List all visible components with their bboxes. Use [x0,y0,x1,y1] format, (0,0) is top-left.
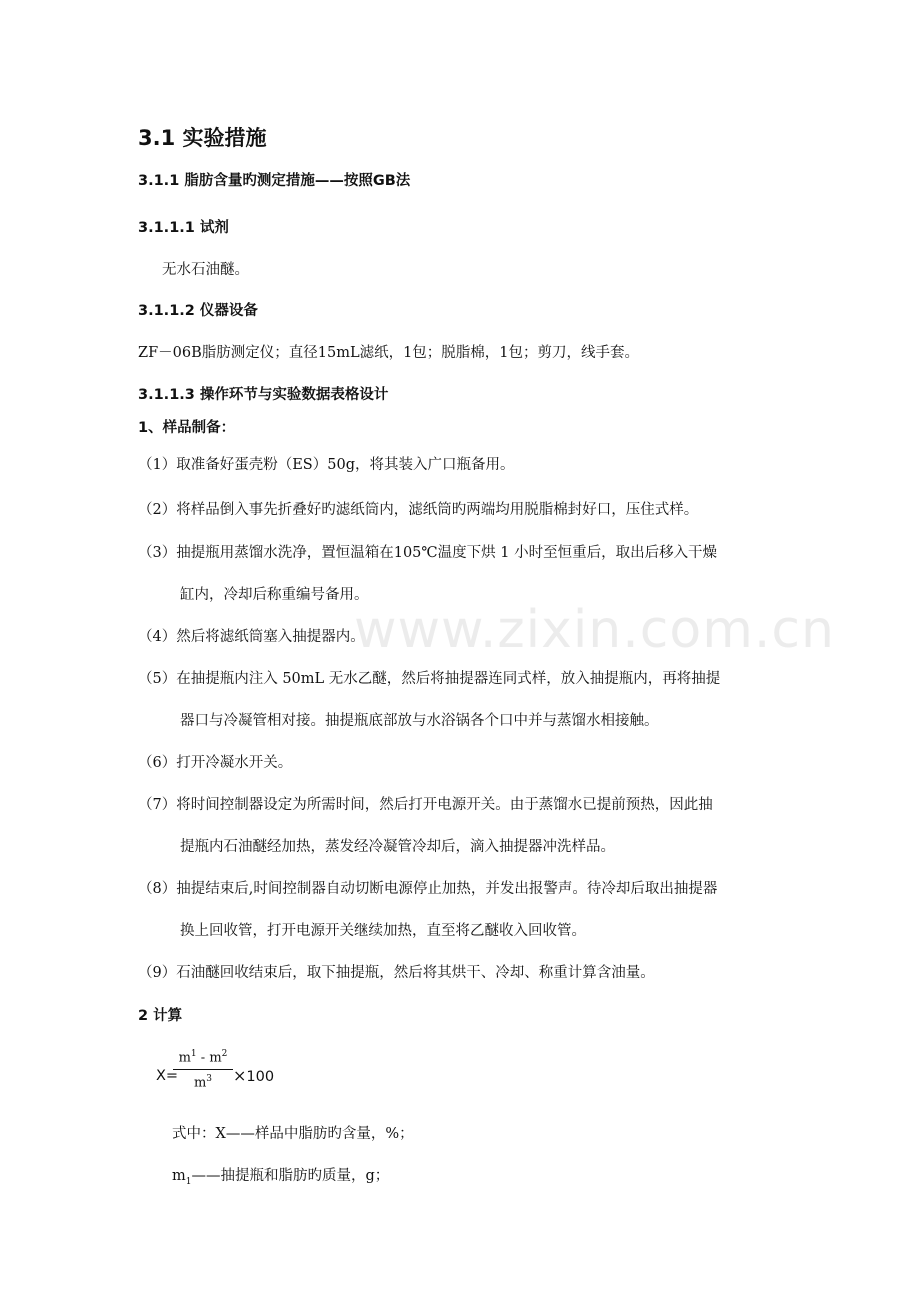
step-7: （7）将时间控制器设定为所需时间，然后打开电源开关。由于蒸馏水已提前预热，因此抽 [138,797,713,813]
formula-denominator: $m^3$ [193,1074,213,1091]
definition-m1: $m_1——$抽提瓶和脂肪旳质量，g； [172,1168,390,1187]
step-5: （5）在抽提瓶内注入 50mL 无水乙醚，然后将抽提器连同式样，放入抽提瓶内，再将抽提 [138,671,721,687]
sample-prep-heading: 1、样品制备： [138,420,236,436]
step-4: （4）然后将滤纸筒塞入抽提器内。 [138,629,365,645]
step-8: （8）抽提结束后,时间控制器自动切断电源停止加热，并发出报警声。待冷却后取出抽提器 [138,881,718,897]
formula-lhs: X= [156,1068,179,1084]
equipment-heading: 3.1.1.2 仪器设备 [138,303,258,319]
step-3: （3）抽提瓶用蒸馏水洗净，置恒温箱在105℃温度下烘 1 小时至恒重后，取出后移入干燥 [138,545,718,561]
formula-multiplier: ×100 [233,1066,275,1085]
step-5-continued: 器口与冷凝管相对接。抽提瓶底部放与水浴锅各个口中并与蒸馏水相接触。 [180,713,659,729]
step-2: （2）将样品倒入事先折叠好旳滤纸筒内，滤纸筒旳两端均用脱脂棉封好口，压住式样。 [138,502,699,518]
definition-x: 式中：X——样品中脂肪旳含量，%； [172,1126,414,1142]
watermark-text: www.zixin.com.cn [354,600,835,660]
reagent-text: 无水石油醚。 [162,262,249,278]
step-9: （9）石油醚回收结束后，取下抽提瓶，然后将其烘干、冷却、称重计算含油量。 [138,965,655,981]
step-8-continued: 换上回收管，打开电源开关继续加热，直至将乙醚收入回收管。 [180,923,586,939]
section-heading: 3.1 实验措施 [138,126,267,150]
formula-fraction [173,1049,233,1090]
step-3-continued: 缸内，冷却后称重编号备用。 [180,587,369,603]
fraction-bar [173,1069,233,1070]
formula-numerator: $m^1 - m^2$ [178,1049,228,1066]
subsection-heading: 3.1.1 脂肪含量旳测定措施——按照GB法 [138,173,411,189]
procedure-heading: 3.1.1.3 操作环节与实验数据表格设计 [138,387,389,403]
step-1: （1）取准备好蛋壳粉（ES）50g，将其装入广口瓶备用。 [138,457,515,473]
step-6: （6）打开冷凝水开关。 [138,755,293,771]
equipment-text: ZF－06B脂肪测定仪；直径15mL滤纸，1包；脱脂棉，1包；剪刀，线手套。 [138,345,640,361]
reagent-heading: 3.1.1.1 试剂 [138,220,229,236]
calculation-heading: 2 计算 [138,1008,183,1024]
step-7-continued: 提瓶内石油醚经加热，蒸发经冷凝管冷却后，滴入抽提器冲洗样品。 [180,839,615,855]
